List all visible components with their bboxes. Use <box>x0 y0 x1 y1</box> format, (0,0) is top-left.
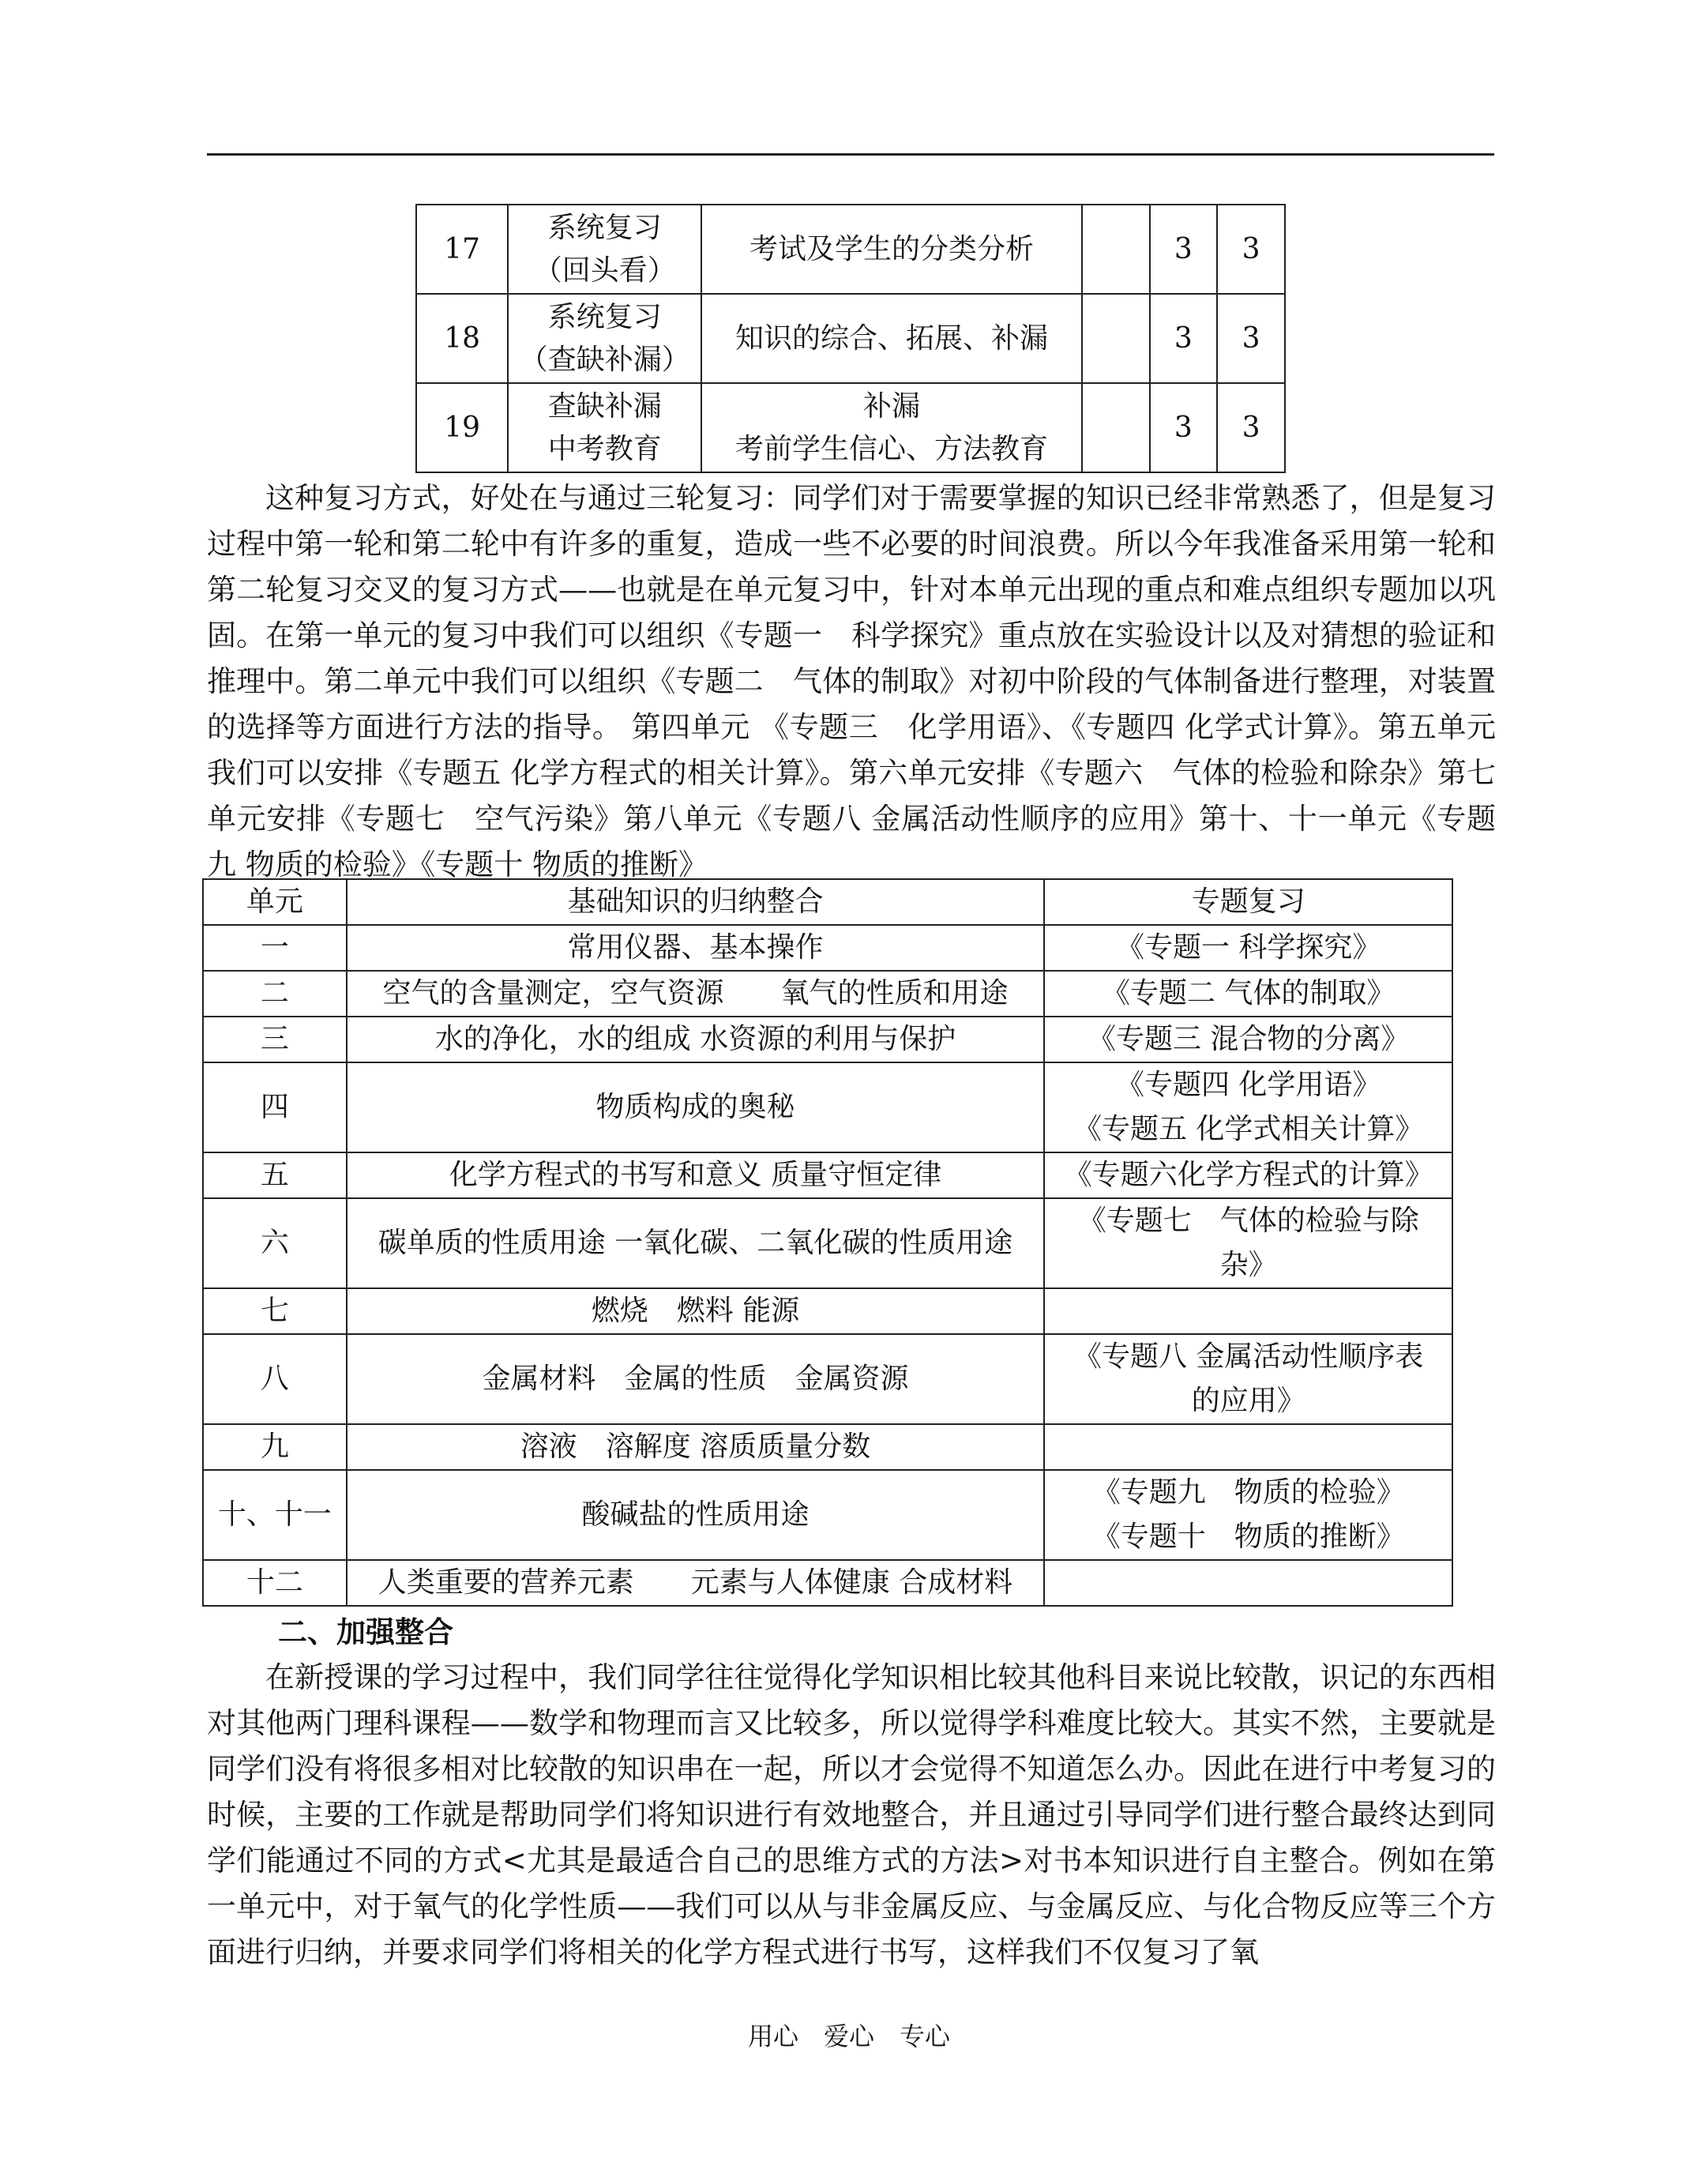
unit-cell: 二 <box>203 971 347 1017</box>
unit-cell: 八 <box>203 1334 347 1424</box>
topic-cell: 《专题八 金属活动性顺序表 的应用》 <box>1044 1334 1452 1424</box>
unit-cell: 五 <box>203 1152 347 1198</box>
basics-cell: 空气的含量测定，空气资源 氧气的性质和用途 <box>347 971 1045 1017</box>
basics-cell: 金属材料 金属的性质 金属资源 <box>347 1334 1045 1424</box>
content-cell: 系统复习 （查缺补漏） <box>508 294 701 383</box>
topic-cell <box>1044 1560 1452 1606</box>
topic-cell: 补漏 考前学生信心、方法教育 <box>701 383 1082 472</box>
section-heading: 二、加强整合 <box>278 1615 453 1649</box>
topic-cell: 考试及学生的分类分析 <box>701 205 1082 294</box>
table-row <box>416 383 1285 472</box>
unit-cell: 十二 <box>203 1560 347 1606</box>
topic-cell: 《专题九 物质的检验》 《专题十 物质的推断》 <box>1044 1470 1452 1560</box>
table-row <box>203 971 1452 1017</box>
table-header-row <box>203 879 1452 925</box>
page-footer: 用心 爱心 专心 <box>747 2021 950 2051</box>
table-row <box>203 1560 1452 1606</box>
basics-cell: 水的净化，水的组成 水资源的利用与保护 <box>347 1017 1045 1062</box>
table-row <box>203 1017 1452 1062</box>
topic-cell: 《专题一 科学探究》 <box>1044 925 1452 971</box>
basics-cell: 溶液 溶解度 溶质质量分数 <box>347 1424 1045 1470</box>
table-row <box>416 205 1285 294</box>
basics-cell: 物质构成的奥秘 <box>347 1062 1045 1152</box>
hours-cell: 3 <box>1217 294 1285 383</box>
hours-cell: 3 <box>1150 205 1218 294</box>
unit-cell: 三 <box>203 1017 347 1062</box>
topic-cell: 《专题七 气体的检验与除 杂》 <box>1044 1198 1452 1288</box>
topic-cell: 《专题三 混合物的分离》 <box>1044 1017 1452 1062</box>
column-header: 单元 <box>203 879 347 925</box>
table-row <box>203 1152 1452 1198</box>
topic-cell: 《专题二 气体的制取》 <box>1044 971 1452 1017</box>
unit-cell: 十、十一 <box>203 1470 347 1560</box>
table-row <box>203 1334 1452 1424</box>
unit-cell: 六 <box>203 1198 347 1288</box>
unit-cell: 七 <box>203 1288 347 1334</box>
week-cell: 19 <box>416 383 508 472</box>
hours-cell: 3 <box>1150 294 1218 383</box>
basics-cell: 碳单质的性质用途 一氧化碳、二氧化碳的性质用途 <box>347 1198 1045 1288</box>
hours-cell: 3 <box>1217 383 1285 472</box>
table-row <box>203 1198 1452 1288</box>
topic-cell <box>1044 1424 1452 1470</box>
table-row <box>416 294 1285 383</box>
table-row <box>203 925 1452 971</box>
hours-cell: 3 <box>1217 205 1285 294</box>
basics-cell: 常用仪器、基本操作 <box>347 925 1045 971</box>
intro-paragraph: 这种复习方式，好处在与通过三轮复习：同学们对于需要掌握的知识已经非常熟悉了，但是复习过程中第一轮和第二轮中有许多的重复，造成一些不必要的时间浪费。所以今年我准备采用第一轮和第二轮复习交叉的复习方式——也就是在单元复习中，针对本单元出现的重点和难点组织专题加以巩固。在第一单元的复习中我们可以组织《专题一 科学探究》重点放在实验设计以及对猜想的验证和推理中。第二单元中我们可以组织《专题二 气体的制取》对初中阶段的气体制备进行整理，对装置的选择等方面进行方法的指导。 第四单元 《专题三 化学用语》、《专题四 化学式计算》。第五单元我们可以安排《专题五 化学方程式的相关计算》。第六单元安排《专题六 气体的检验和除杂》第七单元安排《专题七 空气污染》第八单元《专题八 金属活动性顺序的应用》第十、十一单元《专题九 物质的检验》《专题十 物质的推断》 <box>207 481 1496 881</box>
basics-cell: 人类重要的营养元素 元素与人体健康 合成材料 <box>347 1560 1045 1606</box>
column-header: 基础知识的归纳整合 <box>347 879 1045 925</box>
unit-review-table <box>202 878 1453 1607</box>
table-row <box>203 1424 1452 1470</box>
topic-cell: 《专题六化学方程式的计算》 <box>1044 1152 1452 1198</box>
content-cell: 系统复习 （回头看） <box>508 205 701 294</box>
unit-cell: 四 <box>203 1062 347 1152</box>
header-rule <box>207 153 1494 156</box>
topic-cell: 知识的综合、拓展、补漏 <box>701 294 1082 383</box>
blank-cell <box>1082 294 1150 383</box>
basics-cell: 酸碱盐的性质用途 <box>347 1470 1045 1560</box>
unit-cell: 一 <box>203 925 347 971</box>
column-header: 专题复习 <box>1044 879 1452 925</box>
section-paragraph: 在新授课的学习过程中，我们同学往往觉得化学知识相比较其他科目来说比较散，识记的东西相对其他两门理科课程——数学和物理而言又比较多，所以觉得学科难度比较大。其实不然，主要就是同学们没有将很多相对比较散的知识串在一起，所以才会觉得不知道怎么办。因此在进行中考复习的时候，主要的工作就是帮助同学们将知识进行有效地整合，并且通过引导同学们进行整合最终达到同学们能通过不同的方式<尤其是最适合自己的思维方式的方法>对书本知识进行自主整合。例如在第一单元中，对于氧气的化学性质——我们可以从与非金属反应、与金属反应、与化合物反应等三个方面进行归纳，并要求同学们将相关的化学方程式进行书写，这样我们不仅复习了氧 <box>207 1660 1496 1969</box>
table-row <box>203 1062 1452 1152</box>
basics-cell: 燃烧 燃料 能源 <box>347 1288 1045 1334</box>
table-row <box>203 1288 1452 1334</box>
blank-cell <box>1082 383 1150 472</box>
review-schedule-table <box>415 204 1286 473</box>
table-row <box>203 1470 1452 1560</box>
week-cell: 18 <box>416 294 508 383</box>
week-cell: 17 <box>416 205 508 294</box>
topic-cell <box>1044 1288 1452 1334</box>
content-cell: 查缺补漏 中考教育 <box>508 383 701 472</box>
unit-cell: 九 <box>203 1424 347 1470</box>
blank-cell <box>1082 205 1150 294</box>
hours-cell: 3 <box>1150 383 1218 472</box>
basics-cell: 化学方程式的书写和意义 质量守恒定律 <box>347 1152 1045 1198</box>
topic-cell: 《专题四 化学用语》 《专题五 化学式相关计算》 <box>1044 1062 1452 1152</box>
